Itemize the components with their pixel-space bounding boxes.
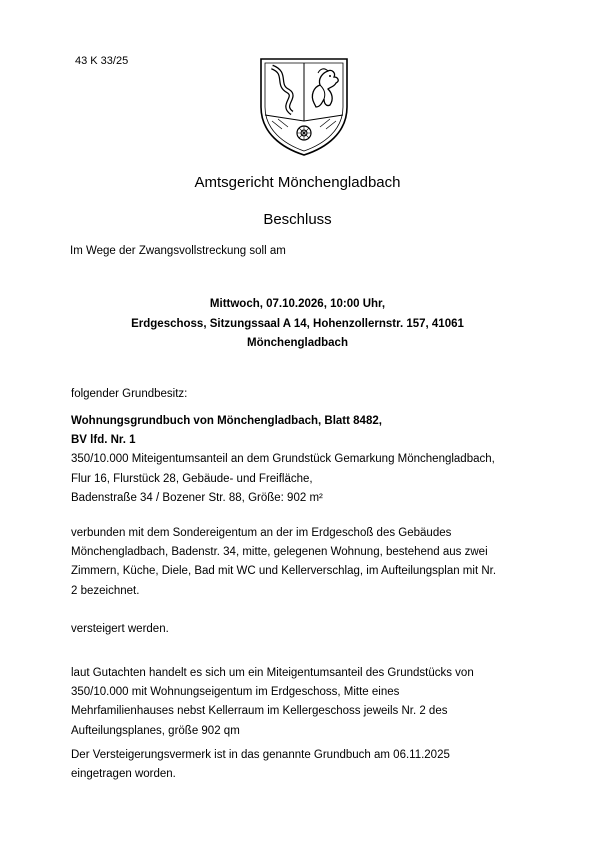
registration-note-line: Der Versteigerungsvermerk ist in das genannte Grundbuch am 06.11.2025 [71, 749, 450, 761]
intro-text: Im Wege der Zwangsvollstreckung soll am [70, 245, 286, 257]
special-ownership-line: 2 bezeichnet. [71, 584, 140, 597]
auction-statement: versteigert werden. [71, 623, 169, 635]
appointment-block [0, 295, 595, 354]
land-register-block [71, 412, 495, 508]
special-ownership-line: verbunden mit dem Sondereigentum an der im Erdgeschoß des Gebäudes [71, 527, 452, 539]
land-register-title: Wohnungsgrundbuch von Mönchengladbach, Blatt 8482, [71, 415, 382, 427]
land-register-line: Flur 16, Flurstück 28, Gebäude- und Freifläche, [71, 472, 313, 485]
appraisal-line: Mehrfamilienhauses nebst Kellerraum im Kellergeschoss jeweils Nr. 2 des [71, 705, 448, 718]
registration-note-block [71, 746, 450, 784]
land-register-item: BV lfd. Nr. 1 [71, 434, 136, 447]
appraisal-line: laut Gutachten handelt es sich um ein Miteigentumsanteil des Grundstücks von [71, 667, 474, 679]
appraisal-line: Aufteilungsplanes, größe 902 qm [71, 724, 240, 737]
special-ownership-line: Zimmern, Küche, Diele, Bad mit WC und Kellerverschlag, im Aufteilungsplan mit Nr. [71, 565, 497, 578]
land-register-line: 350/10.000 Miteigentumsanteil an dem Grundstück Gemarkung Mönchengladbach, [71, 453, 495, 466]
appointment-location-line2: Mönchengladbach [247, 337, 348, 349]
nrw-coat-of-arms-icon [258, 55, 350, 157]
appraisal-block [71, 664, 474, 741]
special-ownership-block [71, 524, 496, 601]
appraisal-line: 350/10.000 mit Wohnungseigentum im Erdgeschoss, Mitte eines [71, 686, 400, 699]
document-type-heading: Beschluss [263, 211, 332, 228]
registration-note-line: eingetragen worden. [71, 768, 176, 781]
appointment-date-time: Mittwoch, 07.10.2026, 10:00 Uhr, [209, 298, 386, 310]
file-reference: 43 K 33/25 [75, 55, 129, 67]
property-intro: folgender Grundbesitz: [71, 388, 188, 400]
appointment-location-line1: Erdgeschoss, Sitzungssaal A 14, Hohenzollernstr. 157, 41061 [131, 317, 464, 330]
land-register-line: Badenstraße 34 / Bozener Str. 88, Größe: 902 m² [71, 491, 323, 504]
court-title: Amtsgericht Mönchengladbach [194, 174, 401, 191]
special-ownership-line: Mönchengladbach, Badenstr. 34, mitte, gelegenen Wohnung, bestehend aus zwei [71, 546, 488, 559]
